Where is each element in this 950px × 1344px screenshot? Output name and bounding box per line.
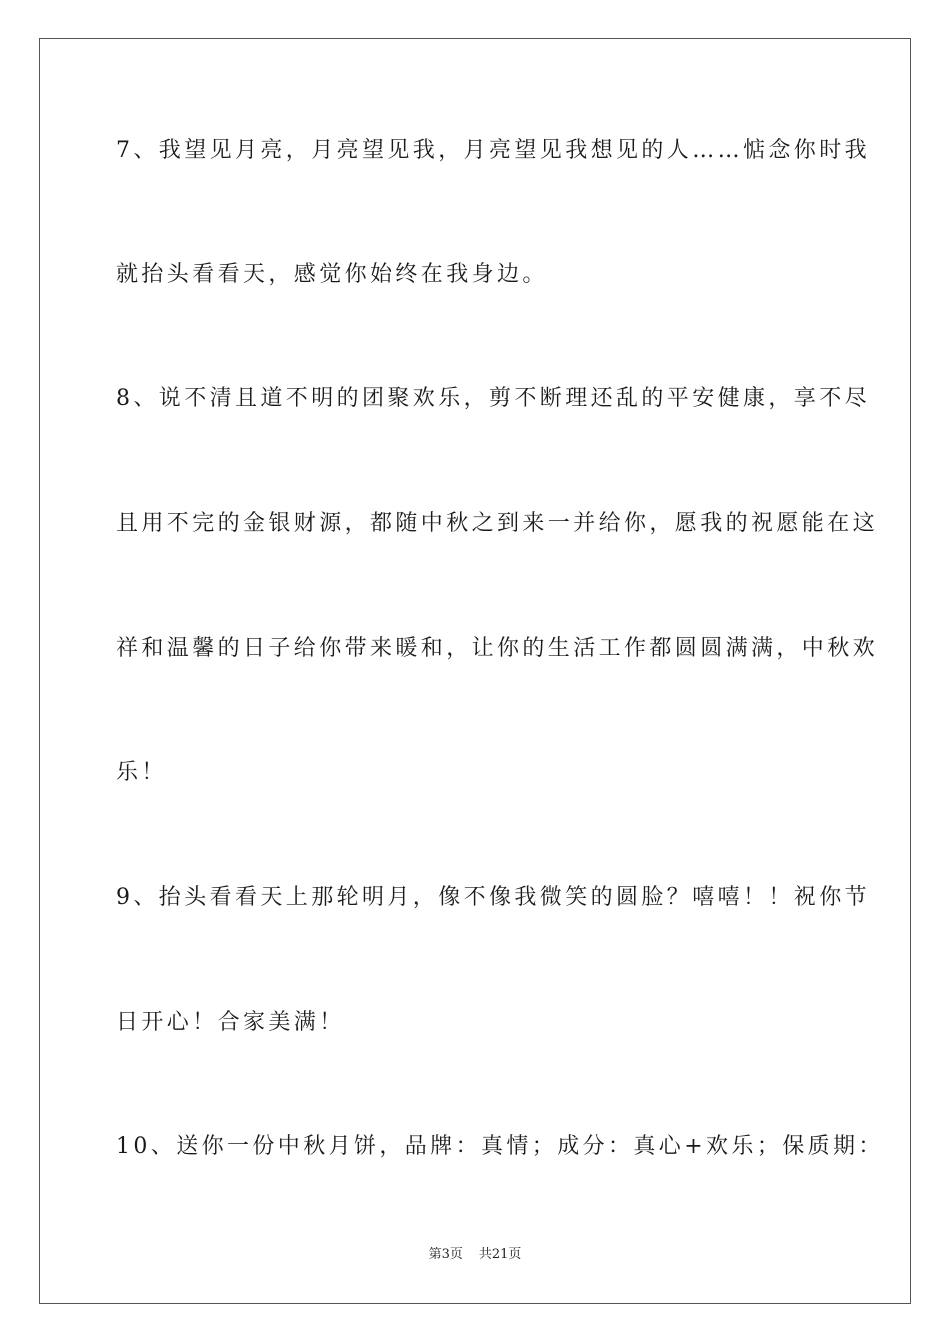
- text-line: 且用不完的金银财源，都随中秋之到来一并给你，愿我的祝愿能在这: [116, 511, 879, 536]
- page-footer: [0, 1246, 950, 1264]
- page-number: 第3页: [428, 1247, 463, 1262]
- text-line: 就抬头看看天，感觉你始终在我身边。: [116, 262, 548, 287]
- text-line: 10、送你一份中秋月饼，品牌：真情；成分：真心+欢乐；保质期：: [116, 1134, 884, 1159]
- page-total: 共21页: [478, 1247, 522, 1262]
- text-line: 9、抬头看看天上那轮明月，像不像我微笑的圆脸？嘻嘻！！祝你节: [116, 885, 870, 910]
- text-line: 乐！: [116, 760, 167, 785]
- text-line: 8、说不清且道不明的团聚欢乐，剪不断理还乱的平安健康，享不尽: [116, 386, 870, 411]
- page-border: [39, 38, 911, 1304]
- text-line: 日开心！合家美满！: [116, 1010, 345, 1035]
- text-line: 祥和温馨的日子给你带来暖和，让你的生活工作都圆圆满满，中秋欢: [116, 636, 879, 661]
- text-line: 7、我望见月亮，月亮望见我，月亮望见我想见的人……惦念你时我: [116, 138, 870, 163]
